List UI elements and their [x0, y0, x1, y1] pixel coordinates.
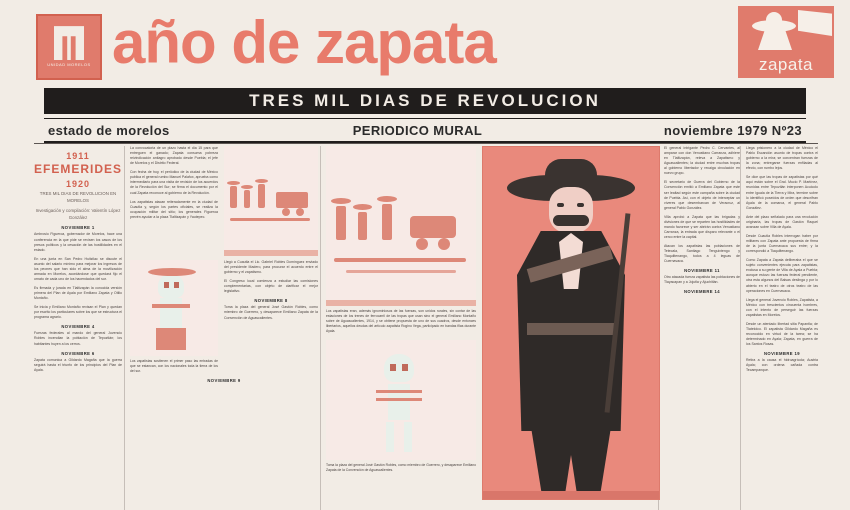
headline-banner	[44, 88, 806, 114]
entry-text: Otro atacada fuerza zapatista las poblaciones de Tlayacapan y a Jojutla y Ajuchitlán.	[664, 275, 740, 285]
ephemerides-subtitle-2: Investigación y compilación: Valentín López González	[35, 208, 121, 220]
illustration-cavalry-scene	[326, 146, 476, 306]
entry-text: Se inicia y Emiliano Montaño revisan el Plan y quedan por escrito los particulares sobre los que se estructura el programa agrario.	[34, 305, 122, 320]
column-illustrations	[326, 146, 476, 473]
entry-text: Los zapatistas atacan reiteradamente en la ciudad de Cuautla y, según los partes oficiales, se realiza la ocupación militar del sitio; los generales Figueroa prevén ayudar a la plaza Tlaltizapán y Yautepec.	[130, 199, 218, 219]
ephemerides-heading	[34, 148, 122, 190]
illustration-skeleton-standing	[326, 340, 476, 460]
content-grid	[34, 146, 818, 510]
column-right-1	[664, 146, 740, 296]
entry-text: La convocatoria de un plazo hasta el día 15 para que entreguen el ganado; Zapata consuma pobreza reivindicación antiagro aprobado desde Puebla; el jefe de Morelos y el Distrito Federal.	[130, 146, 218, 166]
entry-text: Retira a la causa el hidroagrícola; Austria Ayala; con ordena cañada contra Tecampanque.	[746, 358, 818, 373]
ephemerides-subtitle-1: TRES MIL DIAS DE REVOLUCION EN MORELOS	[39, 191, 117, 203]
illustration-caption-top: Los zapatistas eran, además ignominiosos de las fuerzas, son unidos rurales, sin contar de las estaciones de los trenes de ferrocarril de las tropas que usan sino el general Emiliano Montaño sobre de Aguascalientes, 1914, y se obtiene propuesta de uno de sus cuadros, desde entonces libertarios, aquellos deudas del artículo zapatista Rogino Vega, participado en bandas filas durante Ayala.	[326, 309, 476, 333]
sub-banner	[44, 118, 806, 143]
entry-text: Atacan los zapatistas las poblaciones de Tetecala, Santiago Tenguixtengo y Tlaquiltenango, todos a 4 leguas de Cuernavaca.	[664, 244, 740, 264]
entry-text: El Congreso local comienza a estudiar las comisiones complementarias, con objeto de clarificar el mejor legislativo.	[224, 279, 318, 294]
publication-kind: PERIODICO MURAL	[352, 122, 483, 138]
illustration-skeleton-seated	[130, 260, 218, 356]
issue-label: noviembre 1979 Nº23	[663, 122, 802, 138]
column-right-2	[746, 146, 818, 377]
month-header: NOVIEMBRE 6	[61, 350, 95, 356]
entry-text: El secretario de Guerra del Gobierno de la Convención emitió a Emiliano Zapata que este ser lealtad según este campaña sobre la ciudad de Puebla. Así, con el objeto de interceptar un víveres que desembarcan de Veracruz, al general Pablo González.	[664, 180, 740, 210]
entry-text: Villa aprobó a Zapata que las brigadas y divisiones de que se reparten las hostilidades de mando favorece y ser abrirán contra Venustiano Carranza, la entrada que disparo relevante o el cerco entre la capital.	[664, 214, 740, 239]
entry-text: Llega el general Juvencio Robles, Zapatista, a México con trescientos cincuenta hombres, con el intento de perseguir las fuerzas zapatistas en Morelos.	[746, 297, 818, 317]
column-left	[34, 146, 122, 377]
month-header: NOVIEMBRE 14	[684, 289, 720, 295]
illustration-caption-skeleton: Toma la plaza del general José Gastón Robles, como miembro de Guerrero, y desaparece Emiliano Zapata de la Convención de Aguascalientes.	[326, 462, 476, 472]
column-divider	[124, 146, 125, 510]
entry-text: Zapata comunica a Gildardo Magaña que la guerra seguirá hasta el triunfo de los principios del Plan de Ayala.	[34, 357, 122, 372]
month-header: NOVIEMBRE 19	[764, 351, 800, 357]
entry-text: Con fecha de hoy, el periódico de la ciudad de México publica el general rumbo Manuel Palafox, aprueba como intermediario para una visita de revisión de los acuerdos de la Revolución del Sur; se firma el documento por el cual Zapata reconoce al gobierno de la Revolución.	[130, 170, 218, 195]
entry-text: Ambrosio Figueroa, gobernador de Morelos, hace una conferencia en la que pide se revisen los casos de los presos políticos y la cesación de las hostilidades en el estado.	[34, 232, 122, 252]
zapata-badge	[738, 6, 834, 78]
state-label: estado de morelos	[48, 122, 170, 138]
content-top-rule	[34, 143, 818, 144]
column-divider	[320, 146, 321, 510]
month-header: NOVIEMBRE 9	[207, 377, 241, 383]
entry-text: Es firmada y jurada en Tlaltizapán la conocida versión primera del Plan de Ayala por Emiliano Zapata y Otilio Montaño.	[34, 286, 122, 301]
entry-text: Fuerzas federales al mando del general Juvencio Robles incendian la población de Tepoztlán; los habitantes huyen a los cerros.	[34, 331, 122, 346]
month-header: NOVIEMBRE 4	[61, 324, 95, 330]
entry-text: Como Zapata a Zapata deliberaba el que se sujeto convenientes ejecuta para zapatistas, exclusa a su gente de Villa de Ayala a Puebla; aunque estuvo las fuerzas federal pendiente, otra esta algunos del Balsas deslinga y por lo abierto en el teatro de otros teatro de las operaciones en Cuernavaca.	[746, 258, 818, 293]
month-header: NOVIEMBRE 11	[684, 268, 720, 274]
zapata-badge-art-icon	[738, 6, 834, 52]
column-divider	[740, 146, 741, 510]
ephemerides-title: EFEMERIDES	[34, 162, 123, 176]
month-header: NOVIEMBRE 1	[61, 225, 95, 231]
entry-text: Toma la plaza del general José Gastón Robles, como miembro de Guerrero, y desaparece Emiliano Zapata de la Convención de Aguascalientes.	[224, 305, 318, 320]
zapata-portrait	[482, 146, 660, 500]
entry-text: Llegó a Cuautla el Lic. Gabriel Robles Domínguez enviado del presidente Madero, para procurar el acuerdo entre el gobierno y el zapatismo.	[224, 260, 318, 275]
ephemerides-year-start: 1911	[66, 151, 90, 161]
entry-text: Ante del plazo señalado para una revolución originaria, las tropas de Gastón Raquel avanzan sobre Villa de Ayala.	[746, 214, 818, 229]
entry-text: El general intrigante Pedro C. Cervantes, al amparar con don Venustiano Carranza, adhiere en Tlaltizapán, releva a Zapatismo y Aguascalientes; la ciudad entre muchas tropas al gobierno libertador y recaiga circulación en nuevo grupo.	[664, 146, 740, 176]
headline-text: TRES MIL DIAS DE REVOLUCION	[249, 91, 601, 110]
column-portrait	[482, 146, 658, 500]
entry-text: Desde Cuautla Robles interrogan haber por militares con Zapata ante propuesta de firma de la junta Cuernavaca sus entre; y la correspondió a Tlaquiltenango.	[746, 233, 818, 254]
ephemerides-year-end: 1920	[65, 179, 91, 189]
union-logo	[36, 14, 102, 80]
page-title: año de zapata	[112, 9, 496, 76]
entry-text: Desde un atentado libertad sitia Papantla; de Tlatelolco. El zapatista Gildardo Magaña es reconocido en virtud de la tarea; se ha determinado en Ayala; Zapata, en guerra de los Santos Rosas.	[746, 321, 818, 347]
illustration-caption-lower: Los zapatistas sostienen el primer paso las entradas de que se estancan, con los nacionales toda la tierra de los del sur.	[130, 359, 218, 373]
zapata-badge-label: zapata	[758, 55, 814, 74]
month-header: NOVIEMBRE 8	[254, 298, 288, 304]
column-middle	[130, 146, 318, 385]
entry-text: Llega prisionero a la ciudad de México el Pablo Escandón asunto de tropas contra el gobierno a la mira; se concentran fuerzas de la zona; entregarse fuerzas enfiladas al efecto, con rumbo lejos.	[746, 146, 818, 171]
entry-text: Se dice que las tropas de zapatistas por qué aquí están sobre el Gral. Mucio P. Martínez, reunidas entre Tepoztlán interponen Acuicolo entre Iguala de la Tierra y Mira, termine sobre lo identificó poseídos de orden que descrifran Ayala de la comarca, el general Pablo González.	[746, 175, 818, 210]
logo-caption: UNIDAD MORELOS	[47, 62, 91, 68]
illustration-train-scene	[224, 146, 318, 256]
logo-glyph-icon	[54, 26, 84, 60]
masthead	[0, 0, 850, 88]
entry-text: En una junta en San Pedro Huitzilac se discute el asunto del salario mínimo para mejorar los ingresos de los peones que han sido el alma de la movilización armada en Morelos, acordándose que quedará fijo el ornato de cada uno de los hacendados del sur.	[34, 256, 122, 281]
